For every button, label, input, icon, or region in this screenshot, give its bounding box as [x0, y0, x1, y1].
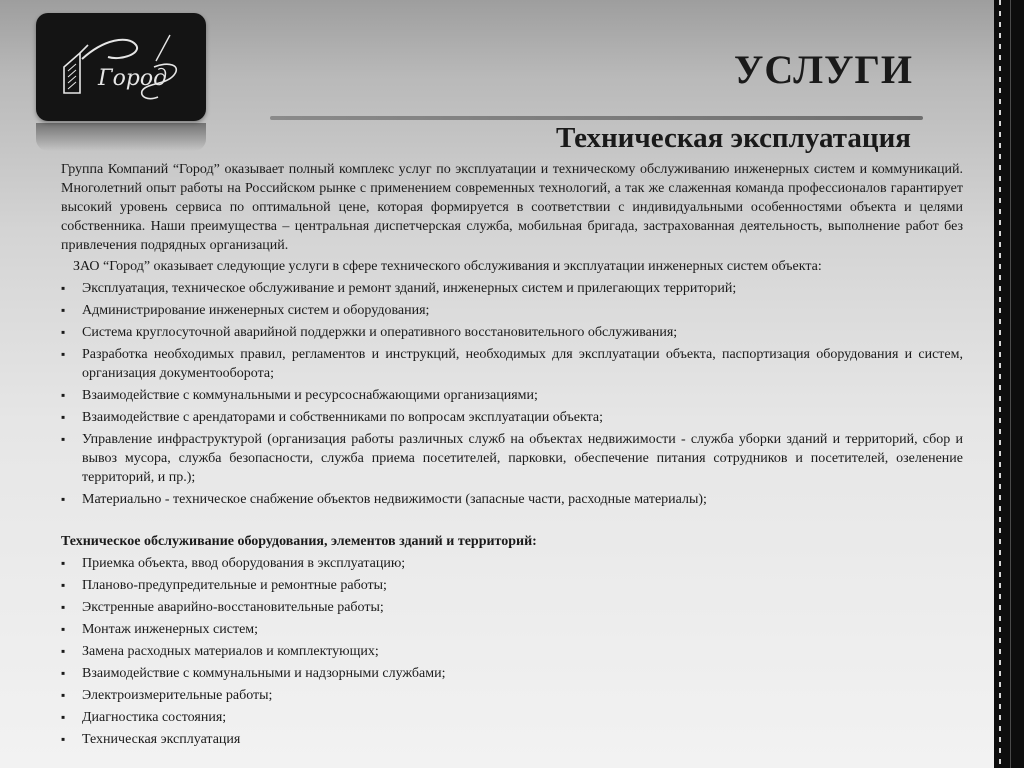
list-item: ▪ Планово-предупредительные и ремонтные работы; — [61, 576, 963, 595]
logo-script-caption: Город — [98, 66, 168, 91]
list-item: ▪ Диагностика состояния; — [61, 708, 963, 727]
list-item: ▪ Система круглосуточной аварийной поддержки и оперативного восстановительного обслуживания; — [61, 323, 963, 342]
services-lead: ЗАО “Город” оказывает следующие услуги в сфере технического обслуживания и эксплуатации инженерных систем объекта: — [73, 259, 822, 274]
list-item: ▪ Монтаж инженерных систем; — [61, 620, 963, 639]
list-item: ▪ Взаимодействие с коммунальными и надзорными службами; — [61, 664, 963, 683]
page-title: УСЛУГИ — [734, 47, 913, 92]
main-content — [61, 160, 963, 749]
section-subtitle: Техническая эксплуатация — [555, 122, 911, 154]
maintenance-heading: Техническое обслуживание оборудования, элементов зданий и территорий: — [61, 534, 537, 549]
list-item: ▪ Эксплуатация, техническое обслуживание и ремонт зданий, инженерных систем и прилегающих территорий; — [61, 279, 963, 298]
list-item: ▪ Администрирование инженерных систем и оборудования; — [61, 301, 963, 320]
list-item: ▪ Экстренные аварийно-восстановительные работы; — [61, 598, 963, 617]
list-item: ▪ Материально - техническое снабжение объектов недвижимости (запасные части, расходные материалы); — [61, 490, 963, 509]
list-item: ▪ Электроизмерительные работы; — [61, 686, 963, 705]
list-item: ▪ Техническая эксплуатация — [61, 730, 963, 749]
title-divider — [270, 116, 923, 120]
company-logo — [36, 13, 206, 121]
decorative-film-strip — [994, 0, 1024, 768]
services-list — [61, 279, 963, 509]
list-item: ▪ Разработка необходимых правил, регламентов и инструкций, необходимых для эксплуатации объекта, паспортизация оборудования и систем, организация документооборота; — [61, 345, 963, 383]
list-item: ▪ Взаимодействие с коммунальными и ресурсоснабжающими организациями; — [61, 386, 963, 405]
list-item: ▪ Управление инфраструктурой (организация работы различных служб на объектах недвижимости - служба уборки зданий и территорий, сбор и вывоз мусора, служба безопасности, служба приема посетителей, парковки, обеспечение питания сотрудников и посетителей, озеленение территорий, и пр.); — [61, 430, 963, 487]
list-item: ▪ Замена расходных материалов и комплектующих; — [61, 642, 963, 661]
list-item: ▪ Взаимодействие с арендаторами и собственниками по вопросам эксплуатации объекта; — [61, 408, 963, 427]
list-item: ▪ Приемка объекта, ввод оборудования в эксплуатацию; — [61, 554, 963, 573]
intro-paragraph: Группа Компаний “Город” оказывает полный комплекс услуг по эксплуатации и техническому обслуживанию инженерных систем и коммуникаций. Многолетний опыт работы на Российском рынке с применением современных технологий, а так же слаженная команда профессионалов гарантирует высокий уровень сервиса по оптимальной цене, которая формируется в соответствии с индивидуальными особенностями объекта и целями собственника. Наши преимущества – центральная диспетчерская служба, мобильная бригада, застрахованная деятельность, выполнение работ без привлечения подрядных организаций. — [61, 162, 963, 253]
logo-reflection — [36, 123, 206, 151]
maintenance-list — [61, 554, 963, 749]
logo-mark-icon — [58, 31, 186, 107]
